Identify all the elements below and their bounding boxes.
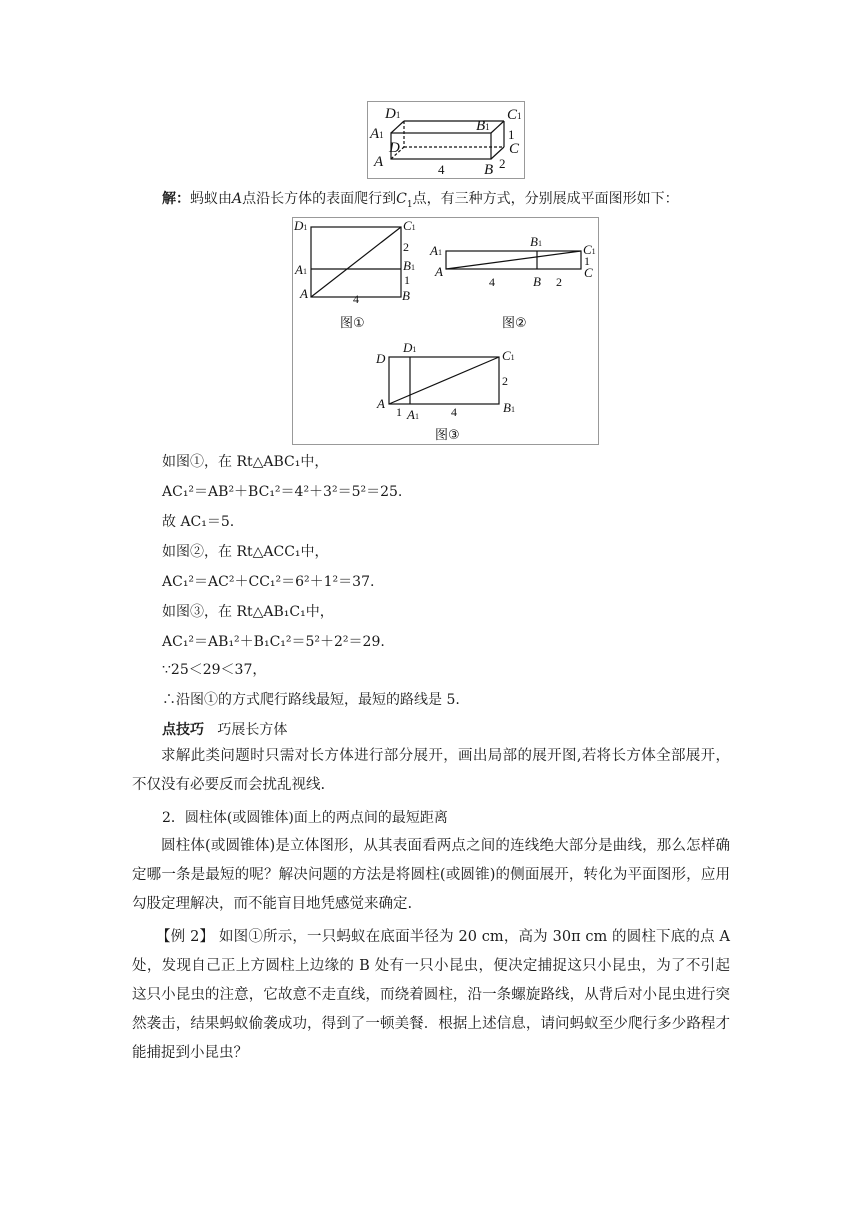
svg-text:1: 1 [584,254,590,268]
svg-text:A: A [377,396,385,411]
svg-text:4: 4 [451,405,457,419]
svg-text:D1: D1 [385,106,401,122]
section-2-body: 圆柱体(或圆锥体)是立体图形，从其表面看两点之间的连线绝大部分是曲线，那么怎样确定哪一条是最短的呢？解决问题的方法是将圆柱(或圆锥)的侧面展开，转化为平面图形，应用勾股定理解决，而不能盲目地凭感觉来确定. [132,838,730,912]
step-3: 故 AC₁＝5. [162,514,235,530]
svg-text:4: 4 [438,162,445,177]
svg-text:C1: C1 [502,348,515,363]
svg-text:C1: C1 [507,107,522,123]
svg-text:C1: C1 [403,218,416,233]
svg-text:图③: 图③ [435,428,460,443]
step-1: 如图①，在 Rt△ABC₁中， [162,454,329,470]
svg-text:1: 1 [508,127,515,142]
svg-text:B: B [402,288,410,303]
svg-text:C: C [584,265,593,280]
step-7: AC₁²＝AB₁²＋B₁C₁²＝5²＋2²＝29. [162,634,385,650]
svg-text:2: 2 [556,275,562,289]
svg-text:图②: 图② [502,316,527,331]
svg-text:D1: D1 [403,340,417,355]
tip-subtitle: 巧展长方体 [217,722,288,738]
svg-text:B1: B1 [530,234,542,249]
svg-text:4: 4 [489,275,495,289]
example-2-tag: 【例 2】 [156,929,215,945]
svg-text:B: B [484,162,494,178]
step-4: 如图②，在 Rt△ACC₁中， [162,544,329,560]
tip-body: 求解此类问题时只需对长方体进行部分展开，画出局部的展开图,若将长方体全部展开，不仅没有必要反而会扰乱视线. [132,748,730,793]
svg-text:A1: A1 [407,407,419,422]
figure-1 [311,227,401,297]
svg-text:B1: B1 [503,400,515,415]
svg-text:B1: B1 [476,118,490,134]
tip-title: 点技巧 [162,722,204,738]
svg-text:B: B [533,274,541,289]
solution-intro: 解：蚂蚁由A点沿长方体的表面爬行到$C_1$点，有三种方式，分别展成平面图形如下： [162,191,679,210]
svg-text:1: 1 [396,405,402,419]
svg-text:C: C [509,141,520,157]
svg-text:2: 2 [502,374,508,388]
svg-text:A1: A1 [430,243,442,258]
example-2-body: 如图①所示，一只蚂蚁在底面半径为 20 cm，高为 30π cm 的圆柱下底的点 A 处，发现自己正上方圆柱上边缘的 B 处有一只小昆虫，便决定捕捉这只小昆虫，为了不引起这只小昆虫的注意，它故意不走直线，而绕着圆柱，沿一条螺旋路线，从背后对小昆虫进行突然袭击，结果蚂蚁偷袭成功，得到了一顿美餐．根据上述信息，请问蚂蚁至少爬行多少路程才能捕捉到小昆虫？ [132,929,731,1061]
svg-text:A1: A1 [370,126,384,142]
step-2: AC₁²＝AB²＋BC₁²＝4²＋3²＝5²＝25. [162,484,403,500]
unfolded-figures-panel [292,217,599,445]
svg-text:A: A [435,264,443,279]
svg-text:A1: A1 [295,262,307,277]
svg-text:C1: C1 [583,242,596,257]
cuboid-figure [367,101,525,179]
svg-text:D: D [389,140,400,156]
svg-text:4: 4 [353,292,359,306]
svg-text:图①: 图① [340,316,365,331]
svg-text:1: 1 [404,273,410,287]
section-2-heading: 2．圆柱体(或圆锥体)面上的两点间的最短距离 [162,810,448,826]
cuboid-front-face [391,133,491,159]
figure-2 [446,251,581,269]
example-2 [132,923,730,1068]
step-8: ∵25＜29＜37， [162,662,267,678]
svg-text:A: A [374,154,384,170]
svg-text:D1: D1 [294,218,308,233]
svg-text:2: 2 [403,240,409,254]
tip-heading [162,720,287,740]
figure-3 [389,357,499,404]
svg-text:2: 2 [499,156,506,171]
step-6: 如图③，在 Rt△AB₁C₁中， [162,604,334,620]
svg-text:B1: B1 [403,258,415,273]
svg-text:A: A [300,286,308,301]
step-5: AC₁²＝AC²＋CC₁²＝6²＋1²＝37. [162,574,375,590]
svg-text:D: D [376,351,386,366]
solution-label: 解： [162,191,190,207]
step-9: ∴沿图①的方式爬行路线最短，最短的路线是 5. [162,692,460,708]
